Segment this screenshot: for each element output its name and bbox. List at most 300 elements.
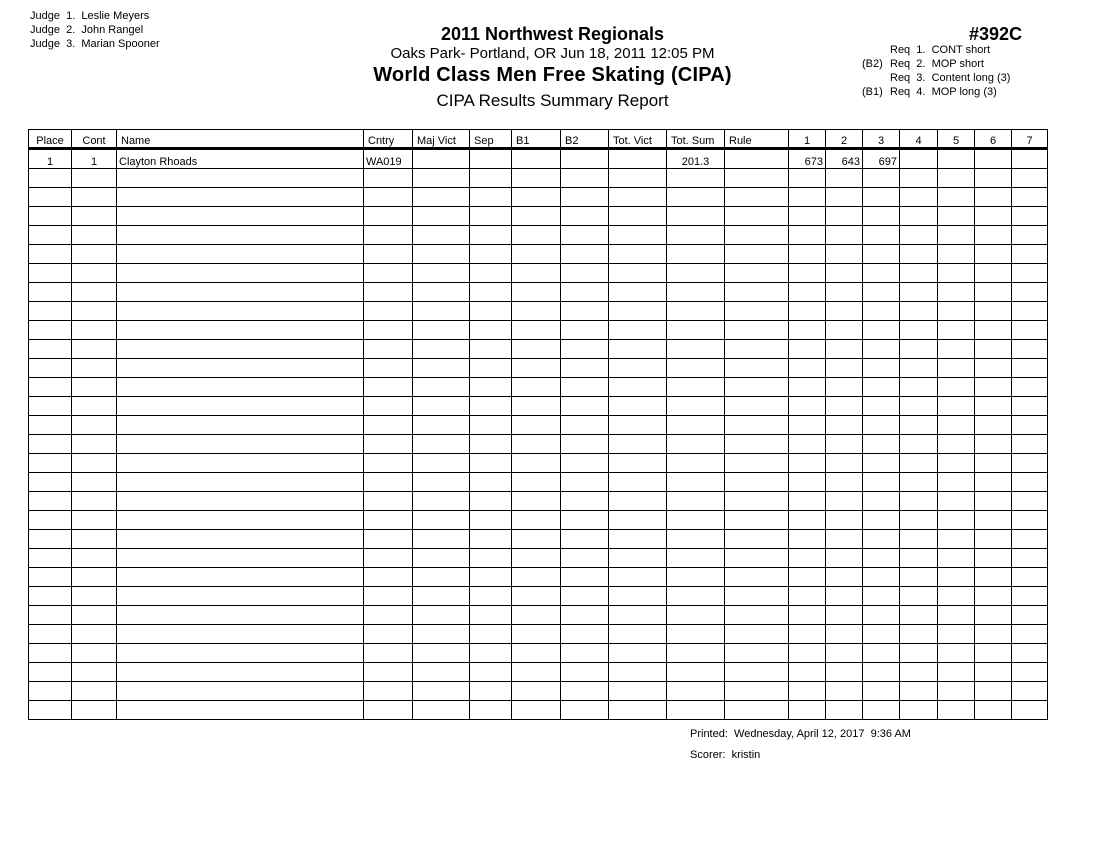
table-cell xyxy=(725,663,789,682)
table-cell xyxy=(826,492,863,511)
table-cell xyxy=(938,511,975,530)
table-cell xyxy=(900,549,938,568)
table-cell xyxy=(561,188,609,207)
table-cell xyxy=(938,435,975,454)
table-cell xyxy=(667,359,725,378)
table-cell xyxy=(900,511,938,530)
table-cell xyxy=(789,435,826,454)
table-cell xyxy=(789,568,826,587)
table-cell xyxy=(364,644,413,663)
table-cell xyxy=(72,188,117,207)
table-cell xyxy=(609,149,667,169)
table-cell xyxy=(826,454,863,473)
table-cell xyxy=(117,663,364,682)
table-cell xyxy=(512,283,561,302)
table-cell xyxy=(72,511,117,530)
table-cell xyxy=(609,701,667,720)
table-cell xyxy=(364,302,413,321)
table-cell xyxy=(975,378,1012,397)
table-cell xyxy=(561,226,609,245)
table-cell xyxy=(72,701,117,720)
table-cell xyxy=(938,625,975,644)
table-cell xyxy=(364,283,413,302)
table-cell xyxy=(364,226,413,245)
table-cell xyxy=(938,397,975,416)
table-cell xyxy=(900,378,938,397)
table-cell xyxy=(561,492,609,511)
table-cell xyxy=(561,245,609,264)
table-cell xyxy=(900,302,938,321)
table-cell xyxy=(609,435,667,454)
table-row xyxy=(29,568,1048,587)
table-cell xyxy=(1012,397,1048,416)
table-cell xyxy=(975,149,1012,169)
table-cell xyxy=(789,321,826,340)
table-cell xyxy=(667,530,725,549)
table-cell xyxy=(512,321,561,340)
table-cell xyxy=(1012,530,1048,549)
table-cell xyxy=(512,378,561,397)
table-cell xyxy=(561,416,609,435)
table-cell xyxy=(117,188,364,207)
table-cell xyxy=(667,245,725,264)
table-cell xyxy=(470,473,512,492)
table-cell xyxy=(413,701,470,720)
table-cell xyxy=(29,682,72,701)
table-cell xyxy=(789,378,826,397)
table-cell xyxy=(938,530,975,549)
judge-2: Judge 2. John Rangel xyxy=(30,24,144,36)
table-cell xyxy=(364,682,413,701)
table-cell xyxy=(1012,340,1048,359)
table-cell xyxy=(667,701,725,720)
table-cell xyxy=(413,397,470,416)
table-cell xyxy=(512,663,561,682)
table-cell xyxy=(725,283,789,302)
requirement-3: Req 3. Content long (3) xyxy=(890,72,1011,84)
table-row xyxy=(29,283,1048,302)
table-cell xyxy=(512,549,561,568)
table-cell xyxy=(117,245,364,264)
table-cell xyxy=(725,454,789,473)
table-cell xyxy=(725,188,789,207)
table-cell xyxy=(72,264,117,283)
table-cell xyxy=(863,530,900,549)
table-cell xyxy=(938,245,975,264)
table-cell xyxy=(512,701,561,720)
table-cell xyxy=(72,492,117,511)
table-cell xyxy=(1012,207,1048,226)
table-cell xyxy=(900,188,938,207)
table-cell xyxy=(789,663,826,682)
table-cell xyxy=(72,226,117,245)
table-cell xyxy=(364,606,413,625)
table-cell xyxy=(413,169,470,188)
table-cell xyxy=(470,587,512,606)
table-cell xyxy=(863,644,900,663)
table-row xyxy=(29,435,1048,454)
table-cell xyxy=(826,625,863,644)
table-cell xyxy=(938,302,975,321)
table-cell xyxy=(609,511,667,530)
table-cell xyxy=(826,530,863,549)
table-cell xyxy=(789,283,826,302)
table-cell xyxy=(863,397,900,416)
table-cell xyxy=(364,169,413,188)
table-cell xyxy=(975,663,1012,682)
table-cell xyxy=(789,188,826,207)
table-cell xyxy=(470,264,512,283)
table-cell xyxy=(938,264,975,283)
table-row xyxy=(29,606,1048,625)
table-cell xyxy=(863,454,900,473)
table-cell xyxy=(725,644,789,663)
table-cell xyxy=(609,245,667,264)
table-cell xyxy=(863,359,900,378)
column-header: 7 xyxy=(1012,130,1048,149)
table-cell xyxy=(413,416,470,435)
table-cell xyxy=(789,549,826,568)
table-header-row xyxy=(29,130,1048,149)
table-cell xyxy=(826,663,863,682)
table-cell xyxy=(561,530,609,549)
table-cell xyxy=(938,378,975,397)
table-cell xyxy=(863,226,900,245)
table-row xyxy=(29,207,1048,226)
table-cell xyxy=(117,264,364,283)
table-cell xyxy=(667,302,725,321)
table-cell xyxy=(364,473,413,492)
table-cell xyxy=(561,587,609,606)
table-cell xyxy=(72,473,117,492)
table-cell xyxy=(413,149,470,169)
table-cell xyxy=(609,359,667,378)
table-cell xyxy=(512,359,561,378)
table-cell xyxy=(413,549,470,568)
table-cell xyxy=(29,378,72,397)
table-cell xyxy=(938,416,975,435)
table-cell xyxy=(725,207,789,226)
table-cell xyxy=(826,283,863,302)
table-cell xyxy=(863,283,900,302)
table-cell xyxy=(117,169,364,188)
table-cell xyxy=(561,568,609,587)
table-cell xyxy=(512,644,561,663)
table-cell xyxy=(29,397,72,416)
table-cell xyxy=(667,549,725,568)
table-cell xyxy=(826,435,863,454)
table-cell xyxy=(413,454,470,473)
table-cell xyxy=(667,188,725,207)
table-cell xyxy=(609,321,667,340)
table-cell xyxy=(72,549,117,568)
table-cell xyxy=(609,416,667,435)
table-cell xyxy=(789,625,826,644)
table-cell xyxy=(938,454,975,473)
table-cell xyxy=(900,530,938,549)
table-cell xyxy=(826,397,863,416)
table-cell xyxy=(29,226,72,245)
table-cell xyxy=(938,473,975,492)
table-cell xyxy=(789,587,826,606)
table-cell xyxy=(609,207,667,226)
table-cell xyxy=(609,397,667,416)
table-cell xyxy=(117,625,364,644)
table-cell xyxy=(1012,283,1048,302)
table-cell xyxy=(725,473,789,492)
table-cell: 643 xyxy=(826,149,863,169)
table-cell xyxy=(975,245,1012,264)
table-cell xyxy=(975,226,1012,245)
table-cell xyxy=(512,302,561,321)
table-cell xyxy=(975,606,1012,625)
table-cell xyxy=(900,606,938,625)
table-cell xyxy=(470,682,512,701)
table-row xyxy=(29,587,1048,606)
table-cell xyxy=(413,568,470,587)
table-cell xyxy=(826,511,863,530)
table-cell xyxy=(561,149,609,169)
table-cell xyxy=(789,359,826,378)
table-cell xyxy=(900,416,938,435)
table-cell xyxy=(413,340,470,359)
table-cell xyxy=(725,682,789,701)
table-cell xyxy=(975,416,1012,435)
table-cell xyxy=(975,701,1012,720)
table-cell xyxy=(975,644,1012,663)
competition-title: World Class Men Free Skating (CIPA) xyxy=(373,64,732,86)
table-cell xyxy=(609,188,667,207)
table-cell xyxy=(29,302,72,321)
table-cell xyxy=(826,606,863,625)
table-cell xyxy=(29,644,72,663)
table-cell xyxy=(512,207,561,226)
table-cell xyxy=(789,207,826,226)
table-cell xyxy=(667,169,725,188)
table-cell xyxy=(826,701,863,720)
table-cell xyxy=(470,606,512,625)
table-cell xyxy=(975,435,1012,454)
table-cell xyxy=(364,378,413,397)
table-cell xyxy=(1012,226,1048,245)
table-cell xyxy=(900,359,938,378)
table-cell xyxy=(413,359,470,378)
table-cell xyxy=(863,378,900,397)
table-cell xyxy=(725,149,789,169)
table-cell xyxy=(900,644,938,663)
table-cell xyxy=(72,682,117,701)
table-cell xyxy=(826,340,863,359)
table-cell xyxy=(975,473,1012,492)
table-cell xyxy=(29,530,72,549)
table-cell xyxy=(826,321,863,340)
table-cell xyxy=(863,188,900,207)
table-cell xyxy=(667,492,725,511)
table-cell xyxy=(470,454,512,473)
table-cell xyxy=(561,644,609,663)
table-cell xyxy=(975,188,1012,207)
table-cell xyxy=(789,492,826,511)
table-cell xyxy=(863,264,900,283)
table-cell xyxy=(512,454,561,473)
table-cell xyxy=(364,207,413,226)
table-cell xyxy=(413,378,470,397)
table-cell xyxy=(561,302,609,321)
table-cell xyxy=(364,359,413,378)
table-cell xyxy=(72,321,117,340)
table-row xyxy=(29,492,1048,511)
column-header: Tot. Vict xyxy=(609,130,667,149)
table-cell xyxy=(667,435,725,454)
table-cell xyxy=(29,473,72,492)
table-cell xyxy=(826,416,863,435)
table-cell xyxy=(117,549,364,568)
table-row xyxy=(29,188,1048,207)
table-cell xyxy=(561,359,609,378)
table-cell xyxy=(117,435,364,454)
table-row xyxy=(29,226,1048,245)
table-cell xyxy=(1012,149,1048,169)
table-cell xyxy=(938,663,975,682)
table-cell xyxy=(1012,663,1048,682)
table-cell xyxy=(725,321,789,340)
table-cell xyxy=(863,321,900,340)
table-cell xyxy=(29,283,72,302)
table-cell xyxy=(72,568,117,587)
table-cell xyxy=(117,416,364,435)
table-cell: WA019 xyxy=(364,149,413,169)
table-cell xyxy=(413,245,470,264)
table-cell xyxy=(470,644,512,663)
table-row xyxy=(29,397,1048,416)
table-cell xyxy=(938,340,975,359)
column-header: Maj Vict xyxy=(413,130,470,149)
table-cell: 697 xyxy=(863,149,900,169)
table-cell xyxy=(900,701,938,720)
table-cell xyxy=(470,378,512,397)
table-cell xyxy=(863,169,900,188)
table-cell xyxy=(609,169,667,188)
table-cell xyxy=(900,473,938,492)
table-cell xyxy=(561,511,609,530)
table-cell xyxy=(29,606,72,625)
table-cell xyxy=(975,587,1012,606)
table-cell xyxy=(900,454,938,473)
table-cell xyxy=(29,340,72,359)
table-cell xyxy=(512,587,561,606)
table-cell xyxy=(72,207,117,226)
table-cell xyxy=(900,568,938,587)
table-cell xyxy=(561,682,609,701)
table-cell xyxy=(725,625,789,644)
table-cell xyxy=(364,416,413,435)
column-header: Tot. Sum xyxy=(667,130,725,149)
table-cell xyxy=(413,644,470,663)
table-cell xyxy=(561,378,609,397)
table-cell xyxy=(72,606,117,625)
table-cell xyxy=(413,283,470,302)
table-cell xyxy=(470,149,512,169)
table-cell xyxy=(789,473,826,492)
table-cell xyxy=(609,625,667,644)
table-cell xyxy=(29,188,72,207)
table-cell xyxy=(725,302,789,321)
table-cell xyxy=(975,169,1012,188)
table-cell xyxy=(863,606,900,625)
table-cell xyxy=(900,245,938,264)
table-cell xyxy=(29,663,72,682)
table-cell xyxy=(900,321,938,340)
table-cell xyxy=(725,169,789,188)
table-cell xyxy=(667,378,725,397)
table-cell xyxy=(826,644,863,663)
results-table xyxy=(28,129,1048,720)
table-cell xyxy=(826,549,863,568)
table-row xyxy=(29,321,1048,340)
table-cell xyxy=(667,663,725,682)
table-cell xyxy=(938,226,975,245)
table-row xyxy=(29,549,1048,568)
table-cell xyxy=(364,340,413,359)
table-cell xyxy=(900,283,938,302)
table-cell xyxy=(1012,169,1048,188)
table-cell xyxy=(863,625,900,644)
table-cell xyxy=(117,606,364,625)
requirement-2: (B2) Req 2. MOP short xyxy=(862,58,984,70)
table-cell xyxy=(826,226,863,245)
table-cell xyxy=(1012,549,1048,568)
table-cell xyxy=(900,207,938,226)
table-cell xyxy=(863,492,900,511)
table-cell xyxy=(72,283,117,302)
table-cell xyxy=(863,682,900,701)
table-cell xyxy=(667,568,725,587)
table-cell xyxy=(609,587,667,606)
table-cell xyxy=(789,245,826,264)
table-cell xyxy=(609,549,667,568)
table-cell xyxy=(72,454,117,473)
table-cell xyxy=(826,359,863,378)
table-cell xyxy=(725,492,789,511)
table-cell xyxy=(667,606,725,625)
table-cell xyxy=(1012,302,1048,321)
table-cell xyxy=(863,340,900,359)
table-body xyxy=(29,149,1048,720)
event-code: #392C xyxy=(968,24,1022,44)
table-cell xyxy=(561,169,609,188)
table-cell xyxy=(975,530,1012,549)
table-cell xyxy=(900,435,938,454)
table-cell xyxy=(364,397,413,416)
table-cell xyxy=(667,682,725,701)
table-cell xyxy=(667,625,725,644)
table-row xyxy=(29,149,1048,169)
table-cell xyxy=(1012,511,1048,530)
scorer-name: Scorer: kristin xyxy=(690,749,761,761)
table-cell xyxy=(72,169,117,188)
table-cell xyxy=(470,511,512,530)
table-cell xyxy=(561,701,609,720)
table-cell xyxy=(512,340,561,359)
column-header: 6 xyxy=(975,130,1012,149)
table-cell xyxy=(826,568,863,587)
table-cell xyxy=(667,207,725,226)
table-cell xyxy=(117,568,364,587)
table-cell xyxy=(900,397,938,416)
table-cell xyxy=(938,587,975,606)
table-cell xyxy=(667,587,725,606)
table-cell xyxy=(609,492,667,511)
